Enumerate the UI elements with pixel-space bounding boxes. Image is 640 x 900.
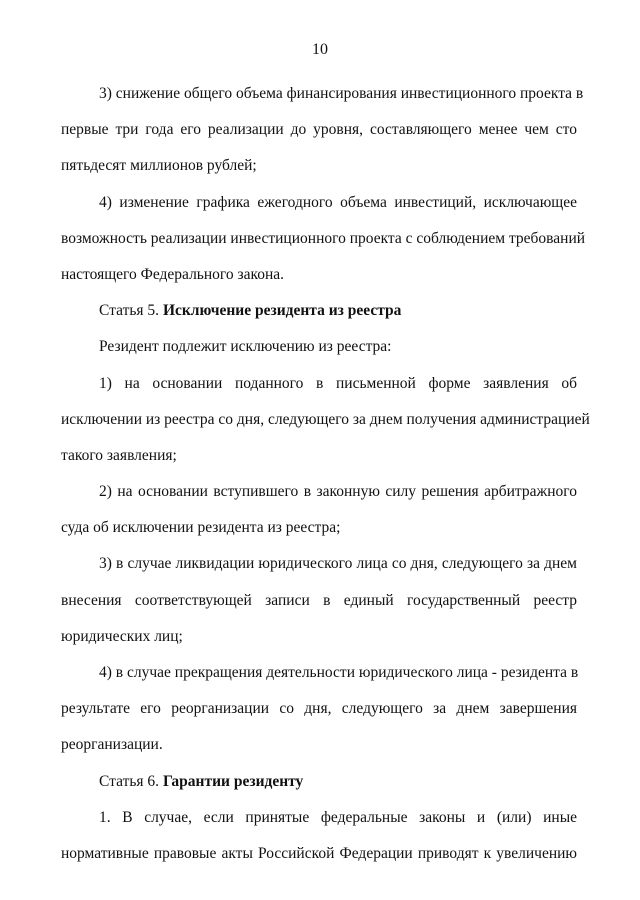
article-title: Гарантии резиденту (162, 772, 304, 790)
text-line: Резидент подлежит исключению из реестра: (99, 338, 392, 356)
article-number: Статья 5. (99, 302, 163, 320)
exclusion-item-4-paragraph (61, 655, 577, 764)
text-line: 2) на основании вступившего в законную силу решения арбитражного (99, 483, 577, 501)
text-line: 4) изменение графика ежегодного объема инвестиций, исключающее (99, 193, 577, 211)
exclusion-item-3-paragraph (61, 546, 577, 655)
item-4-paragraph (61, 185, 586, 294)
exclusion-item-2-paragraph (61, 474, 577, 546)
article-number: Статья 6. (99, 772, 163, 790)
text-line: нормативные правовые акты Российской Федерации приводят к увеличению (61, 844, 577, 862)
text-line: 1) на основании поданного в письменной форме заявления об (99, 374, 577, 392)
text-line: юридических лиц; (61, 627, 183, 645)
text-line: внесения соответствующей записи в единый государственный реестр (61, 591, 577, 609)
text-line: 4) в случае прекращения деятельности юридического лица - резидента в (99, 664, 579, 681)
text-line: первые три года его реализации до уровня, составляющего менее чем сто (61, 121, 577, 139)
text-line: настоящего Федерального закона. (61, 265, 285, 283)
text-line: пятьдесят миллионов рублей; (61, 157, 257, 175)
text-line: 3) снижение общего объема финансирования инвестиционного проекта в (99, 85, 584, 102)
article-title: Исключение резидента из реестра (162, 302, 402, 320)
document-body (61, 76, 590, 872)
item-3-paragraph (61, 76, 584, 185)
exclusion-item-1-paragraph (61, 366, 590, 475)
text-line: 1. В случае, если принятые федеральные законы и (или) иные (99, 808, 577, 826)
text-line: такого заявления; (61, 446, 177, 464)
text-line: реорганизации. (61, 736, 163, 754)
text-line: возможность реализации инвестиционного проекта с соблюдением требований (61, 229, 586, 247)
text-line: суда об исключении резидента из реестра; (61, 519, 341, 537)
article-5-heading (61, 293, 577, 329)
guarantee-item-1-paragraph (61, 800, 577, 872)
text-line: результате его реорганизации со дня, следующего за днем завершения (61, 700, 577, 718)
article-6-heading (61, 764, 577, 800)
text-line: исключении из реестра со дня, следующего за днем получения администрацией (61, 410, 590, 428)
intro-paragraph (61, 329, 577, 365)
page-number: 10 (312, 41, 328, 58)
text-line: 3) в случае ликвидации юридического лица со дня, следующего за днем (99, 555, 577, 573)
